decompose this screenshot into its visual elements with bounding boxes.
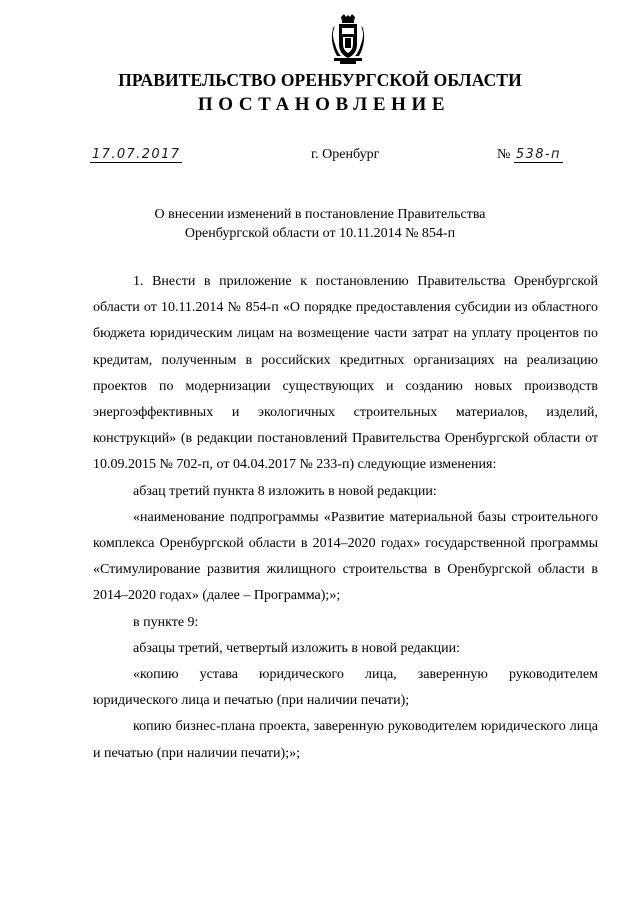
document-type-title: ПОСТАНОВЛЕНИЕ <box>197 94 451 115</box>
subject-line: О внесении изменений в постановление Правительства <box>154 207 486 222</box>
paragraph: в пункте 9: <box>133 614 199 630</box>
document-subject <box>0 205 640 243</box>
handwritten-number: 538-п <box>515 147 561 162</box>
document-date <box>90 147 182 163</box>
handwritten-date: 17.07.2017 <box>92 147 181 162</box>
document-number <box>497 147 563 163</box>
paragraph: абзацы третий, четвертый изложить в новой редакции: <box>133 640 461 656</box>
number-label: № <box>497 147 511 162</box>
organization-title: ПРАВИТЕЛЬСТВО ОРЕНБУРГСКОЙ ОБЛАСТИ <box>118 70 522 90</box>
paragraph: 1. Внести в приложение к постановлению Правительства Оренбургской области от 10.11.2014 № 854-п «О порядке предоставления субсидии из областного бюджета юридическим лицам на возмещение части затрат на уплату процентов по кредитам, полученным в российских кредитных организациях на реализацию проектов по модернизации существующих и созданию новых производств энергоэффективных и экологичных строительных материалов, изделий, конструкций» (в редакции постановлений Правительства Оренбургской области от 10.09.2015 № 702-п, от 04.04.2017 № 233-п) следующие изменения: <box>93 274 598 473</box>
paragraph: «наименование подпрограммы «Развитие материальной базы строительного комплекса Оренбургской области в 2014–2020 годах» государственной программы «Стимулирование развития жилищного строительства в Оренбургской области в 2014–2020 годах» (далее – Программа);»; <box>93 509 598 604</box>
paragraph: «копию устава юридического лица, заверенную руководителем юридического лица и печатью (при наличии печати); <box>93 667 598 709</box>
document-body <box>93 269 598 767</box>
paragraph: копию бизнес-плана проекта, заверенную руководителем юридического лица и печатью (при наличии печати);»; <box>93 719 598 761</box>
coat-of-arms-icon <box>331 14 365 64</box>
subject-line: Оренбургской области от 10.11.2014 № 854-п <box>184 226 456 241</box>
paragraph: абзац третий пункта 8 изложить в новой редакции: <box>133 483 437 499</box>
document-city: г. Оренбург <box>311 147 380 162</box>
